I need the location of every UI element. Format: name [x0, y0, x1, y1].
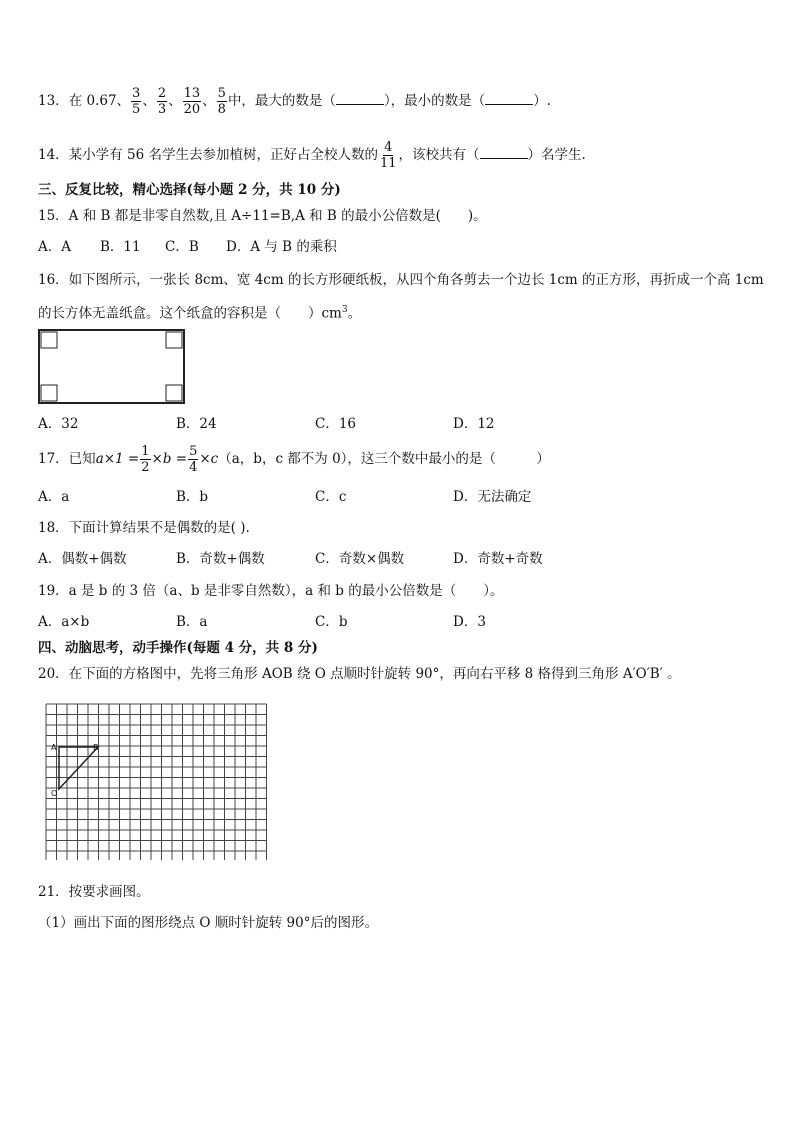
question-13: [38, 86, 551, 117]
q13-end: ）.: [533, 93, 551, 109]
q17-option-c[interactable]: C．c: [315, 489, 347, 505]
q17-option-a[interactable]: A．a: [38, 489, 70, 505]
q14-mid: ，该校共有（: [398, 147, 480, 163]
q17-option-b[interactable]: B．b: [176, 489, 209, 505]
corner-square-tl: [41, 332, 57, 348]
q13-prefix: 在 0.67、: [68, 93, 131, 109]
answer-blank-max[interactable]: [336, 91, 384, 105]
question-19: 19．a 是 b 的 3 倍（a、b 是非零自然数），a 和 b 的最小公倍数是（ ）。: [38, 583, 504, 599]
q17-option-d[interactable]: D．无法确定: [453, 489, 532, 505]
q18-option-d[interactable]: D．奇数+奇数: [453, 551, 543, 567]
fraction-5-8: $\frac{5}{8}$: [217, 86, 226, 117]
q19-option-b[interactable]: B．a: [176, 614, 208, 630]
q15-option-c[interactable]: C．B: [165, 239, 199, 255]
label-o: O: [51, 789, 58, 798]
q14-prefix: 某小学有 56 名学生去参加植树，正好占全校人数的: [68, 147, 378, 163]
q17-expr3: ×c: [199, 451, 219, 467]
q13-mid: 中，最大的数是（: [227, 93, 336, 109]
q17-post: （a，b，c 都不为 0），这三个数中最小的是（ ）: [218, 451, 550, 467]
corner-square-br: [166, 385, 182, 401]
question-18: 18．下面计算结果不是偶数的是( ).: [38, 520, 250, 536]
question-21-part-1: （1）画出下面的图形绕点 O 顺时针旋转 90°后的图形。: [38, 915, 378, 931]
separator: 、: [202, 93, 216, 109]
answer-blank-students[interactable]: [480, 145, 528, 159]
q18-option-b[interactable]: B．奇数+偶数: [176, 551, 265, 567]
question-14: [38, 140, 586, 171]
cardboard-diagram: [38, 329, 186, 405]
question-15: 15．A 和 B 都是非零自然数,且 A÷11=B,A 和 B 的最小公倍数是( )。: [38, 208, 487, 224]
fraction-13-20: $\frac{13}{20}$: [183, 86, 201, 117]
section-3-heading: 三、反复比较，精心选择(每小题 2 分，共 10 分): [38, 182, 341, 198]
grid-diagram: [44, 702, 270, 860]
q19-option-d[interactable]: D．3: [453, 614, 486, 630]
fraction-1-2: $\frac{1}{2}$: [141, 444, 150, 475]
cubic-superscript: 3: [341, 305, 348, 315]
q16-option-b[interactable]: B．24: [176, 416, 217, 432]
question-16-line2: 的长方体无盖纸盒。这个纸盒的容积是（ ）$cm^3$。: [38, 305, 362, 322]
q19-option-a[interactable]: A．a×b: [38, 614, 90, 630]
fraction-3-5: $\frac{3}{5}$: [132, 86, 141, 117]
q17-expr2: ×b =: [151, 451, 188, 467]
triangle-aob: [59, 747, 98, 789]
question-17: 17．已知a×1 = $\frac{1}{2}$ ×b = $\frac{5}{4}$ ×c（a，b，c 都不为 0），这三个数中最小的是（ ）: [38, 444, 550, 475]
corner-square-bl: [41, 385, 57, 401]
q16-option-a[interactable]: A．32: [38, 416, 79, 432]
q16-option-c[interactable]: C．16: [315, 416, 357, 432]
section-4-heading: 四、动脑思考，动手操作(每题 4 分，共 8 分): [38, 640, 318, 656]
q18-option-a[interactable]: A．偶数+偶数: [38, 551, 127, 567]
separator: 、: [142, 93, 156, 109]
corner-square-tr: [166, 332, 182, 348]
question-16-line1: 16．如下图所示，一张长 8cm、宽 4cm 的长方形硬纸板，从四个角各剪去一个边长 1cm 的正方形，再折成一个高 1cm: [38, 272, 764, 288]
fraction-2-3: $\frac{2}{3}$: [157, 86, 167, 117]
q14-end: ）名学生.: [527, 147, 586, 163]
q17-expr1: a×1 =: [95, 451, 140, 467]
q13-mid2: ），最小的数是（: [383, 93, 486, 109]
q15-option-d[interactable]: D．A 与 B 的乘积: [226, 239, 337, 255]
separator: 、: [168, 93, 182, 109]
answer-blank-min[interactable]: [485, 91, 533, 105]
fraction-5-4: $\frac{5}{4}$: [189, 444, 198, 475]
cardboard-outline: [39, 330, 184, 403]
question-20: 20．在下面的方格图中，先将三角形 AOB 绕 O 点顺时针旋转 90°，再向右平移 8 格得到三角形 A′O′B′ 。: [38, 666, 681, 682]
q19-option-c[interactable]: C．b: [315, 614, 348, 630]
fraction-4-11: $\frac{4}{11}$: [379, 140, 397, 171]
label-a: A: [51, 743, 57, 752]
q15-option-a[interactable]: A．A: [38, 239, 71, 255]
q18-option-c[interactable]: C．奇数×偶数: [315, 551, 405, 567]
q14-number: 14．: [38, 147, 69, 163]
q15-option-b[interactable]: B．11: [100, 239, 141, 255]
grid-lines: [46, 704, 267, 860]
q16-option-d[interactable]: D．12: [453, 416, 495, 432]
label-b: B: [93, 743, 99, 752]
question-21: 21．按要求画图。: [38, 884, 150, 900]
q13-number: 13．: [38, 93, 69, 109]
